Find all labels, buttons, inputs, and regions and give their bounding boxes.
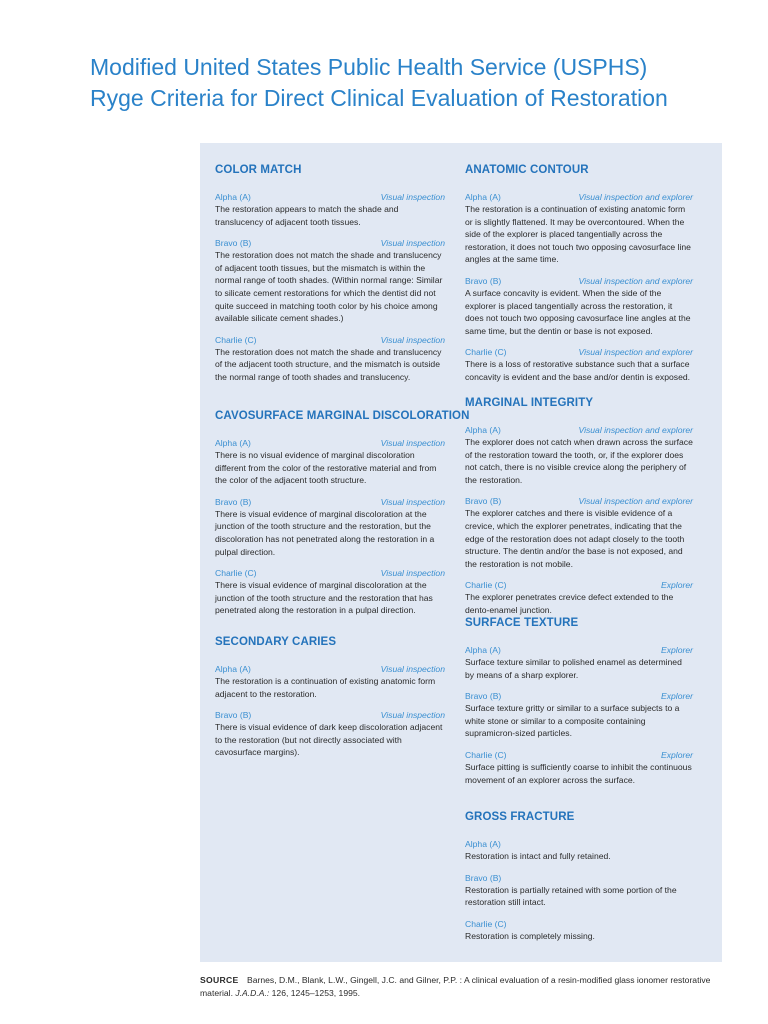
grade-label: Charlie (C) — [215, 568, 257, 579]
grade-label: Charlie (C) — [465, 918, 507, 929]
grade-label: Alpha (A) — [465, 839, 501, 849]
grade-charlie — [465, 579, 693, 616]
grade-description: The restoration is a continuation of existing anatomic form adjacent to the restoration. — [215, 676, 436, 699]
grade-description: There is visual evidence of marginal discoloration at the junction of the tooth structure and the restoration that has penetrated along the restoration in a pulpal direction. — [215, 580, 433, 616]
grade-description: There is a loss of restorative substance such that a surface concavity is evident and the base and/or dentin is exposed. — [465, 359, 691, 382]
section-marginal-integrity — [465, 396, 693, 626]
grade-method: Visual inspection and explorer — [578, 275, 693, 286]
grade-description: There is no visual evidence of marginal discoloration different from the color of the restorative material and from the color of the adjacent tooth structure. — [215, 450, 437, 486]
page-title — [90, 52, 730, 114]
grade-bravo — [465, 275, 693, 337]
section-title: CAVOSURFACE MARGINAL DISCOLORATION — [215, 410, 470, 422]
grade-alpha — [465, 424, 693, 486]
title-line-1: Modified United States Public Health Service (USPHS) — [90, 54, 648, 80]
source-citation-details: 126, 1245–1253, 1995. — [271, 987, 361, 998]
grade-description: There is visual evidence of marginal discoloration at the junction of the tooth structure and the restoration, but the discoloration has not penetrated along the restoration in a pulpal direction. — [215, 508, 435, 557]
grade-method: Explorer — [661, 645, 693, 655]
grade-label: Charlie (C) — [465, 749, 507, 760]
grade-method: Visual inspection — [380, 664, 445, 674]
grade-label: Bravo (B) — [215, 710, 252, 721]
section-anatomic-contour — [465, 163, 693, 393]
section-title: MARGINAL INTEGRITY — [465, 397, 594, 409]
section-surface-texture — [465, 616, 693, 795]
grade-description: The restoration does not match the shade and translucency of the adjacent tooth structure, and the mismatch is outside the normal range of tooth shades and translucency. — [215, 346, 442, 382]
grade-label: Alpha (A) — [465, 192, 501, 202]
grade-label: Charlie (C) — [215, 334, 257, 345]
grade-alpha — [215, 437, 445, 487]
section-gross-fracture — [465, 810, 693, 951]
section-color-match — [215, 163, 445, 393]
grade-label: Alpha (A) — [215, 192, 251, 202]
grade-method: Visual inspection — [380, 568, 445, 579]
section-title: COLOR MATCH — [215, 164, 302, 176]
grade-charlie — [215, 567, 445, 617]
grade-label: Bravo (B) — [215, 238, 252, 249]
grade-alpha — [465, 191, 693, 266]
section-secondary-caries — [215, 635, 445, 768]
grade-label: Bravo (B) — [465, 872, 502, 883]
section-title: ANATOMIC CONTOUR — [465, 164, 589, 176]
grade-method: Visual inspection — [380, 192, 445, 202]
grade-description: The explorer penetrates crevice defect extended to the dento-enamel junction. — [465, 592, 674, 615]
source-citation — [200, 974, 725, 999]
grade-bravo — [215, 237, 445, 325]
grade-label: Bravo (B) — [465, 691, 502, 702]
grade-bravo — [465, 872, 693, 909]
grade-description: Restoration is completely missing. — [465, 930, 595, 941]
grade-alpha — [215, 191, 445, 228]
grade-method: Visual inspection — [380, 438, 445, 448]
grade-description: The restoration does not match the shade and translucency of adjacent tooth tissues, but the mismatch is within the normal range of tooth shades. (Within normal range: Similar to silicate cement restorations for which the dentist did not quite succeed in matching tooth color by his choice among available silicate cement shades.) — [215, 250, 443, 324]
grade-label: Charlie (C) — [465, 580, 507, 591]
grade-description: There is visual evidence of dark keep discoloration adjacent to the restoration (but not directly associated with cavosurface margins). — [215, 722, 443, 758]
grade-method: Visual inspection — [380, 710, 445, 721]
grade-method: Explorer — [661, 580, 693, 591]
grade-label: Bravo (B) — [465, 275, 502, 286]
section-title: SECONDARY CARIES — [215, 636, 337, 648]
grade-bravo — [215, 709, 445, 759]
grade-method: Visual inspection and explorer — [578, 347, 693, 358]
grade-description: The restoration is a continuation of existing anatomic form or is slightly flattened. It may be overcontoured. When the side of the explorer is placed tangentially across the restoration, it does not touch two opposing cavosurface line angles at the same time. — [465, 204, 691, 265]
grade-description: The explorer catches and there is visible evidence of a crevice, which the explorer penetrates, indicating that the edge of the restoration does not adapt closely to the tooth structure. The dentin and/or the base is not exposed, and the restoration is not mobile. — [465, 508, 685, 569]
grade-label: Alpha (A) — [465, 645, 501, 655]
grade-description: Surface texture gritty or similar to a surface subjects to a white stone or similar to a composite containing supramicron-sized particles. — [465, 703, 680, 739]
section-title: SURFACE TEXTURE — [465, 617, 579, 629]
grade-description: The restoration appears to match the shade and translucency of adjacent tooth tissues. — [215, 204, 399, 227]
criteria-panel — [200, 143, 722, 962]
grade-description: The explorer does not catch when drawn across the surface of the restoration toward the tooth, or, if the explorer does not catch, there is no visible crevice along the periphery of the restoration. — [465, 437, 693, 485]
grade-method: Explorer — [661, 691, 693, 702]
grade-alpha — [465, 644, 693, 681]
grade-method: Visual inspection — [380, 496, 445, 507]
grade-label: Charlie (C) — [465, 347, 507, 358]
grade-method: Visual inspection and explorer — [578, 496, 693, 507]
grade-bravo — [465, 690, 693, 740]
grade-label: Bravo (B) — [465, 496, 502, 507]
grade-alpha — [465, 838, 693, 863]
grade-charlie — [465, 918, 693, 943]
grade-description: A surface concavity is evident. When the side of the explorer is placed tangentially across the restoration, it does not touch two opposing cavosurface line angles at the same time, but the dentin or base is not exposed. — [465, 287, 691, 336]
grade-method: Visual inspection — [380, 334, 445, 345]
title-line-2: Ryge Criteria for Direct Clinical Evaluation of Restoration — [90, 85, 668, 111]
grade-description: Restoration is partially retained with some portion of the restoration still intact. — [465, 884, 677, 908]
grade-label: Alpha (A) — [215, 438, 251, 448]
grade-label: Alpha (A) — [215, 664, 251, 674]
section-cavosurface-marginal-discoloration — [215, 409, 470, 626]
grade-method: Explorer — [661, 749, 693, 760]
grade-bravo — [215, 496, 445, 558]
grade-charlie — [465, 749, 693, 786]
source-authors: Barnes, D.M., Blank, L.W., Gingell, J.C. and Gilner, P.P. : A clinical evaluation of a resin-modified glass ionomer restorative material. — [200, 975, 711, 998]
grade-alpha — [215, 663, 445, 700]
grade-description: Restoration is intact and fully retained. — [465, 851, 611, 861]
grade-label: Bravo (B) — [215, 496, 252, 507]
grade-method: Visual inspection and explorer — [578, 425, 693, 435]
grade-charlie — [215, 334, 445, 384]
grade-bravo — [465, 495, 693, 570]
grade-charlie — [465, 346, 693, 383]
grade-method: Visual inspection — [380, 238, 445, 249]
grade-label: Alpha (A) — [465, 425, 501, 435]
source-journal: J.A.D.A.: — [235, 987, 270, 998]
grade-description: Surface pitting is sufficiently coarse to inhibit the continuous movement of an explorer across the surface. — [465, 761, 692, 785]
source-label: SOURCE — [200, 975, 239, 985]
section-title: GROSS FRACTURE — [465, 811, 575, 823]
grade-method: Visual inspection and explorer — [578, 192, 693, 202]
grade-description: Surface texture similar to polished enamel as determined by means of a sharp explorer. — [465, 657, 682, 680]
